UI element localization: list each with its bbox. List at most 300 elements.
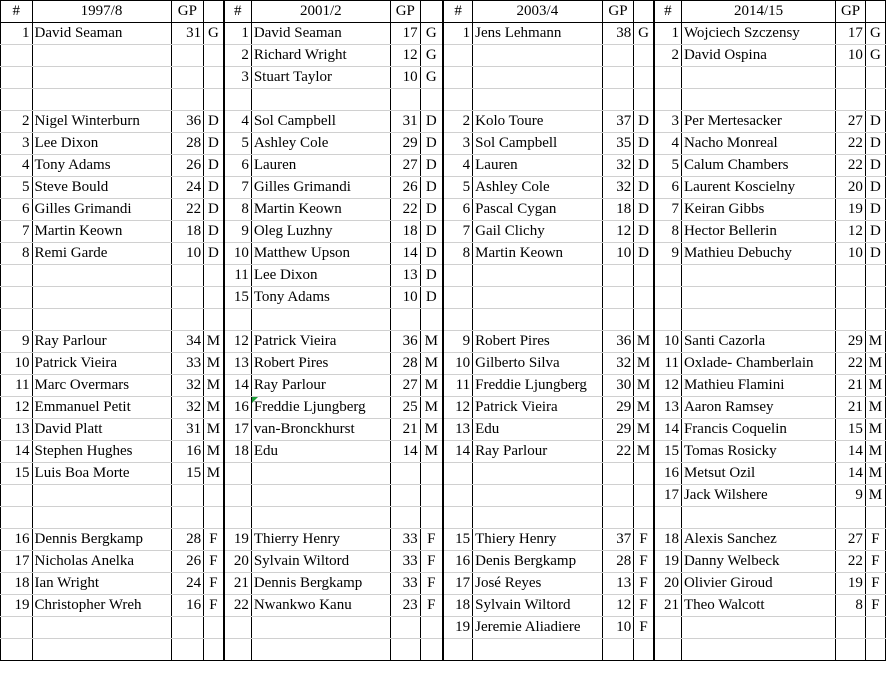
cell-name[interactable] — [251, 89, 390, 111]
cell-name[interactable]: Ray Parlour — [473, 441, 602, 463]
cell-gp[interactable] — [171, 485, 204, 507]
cell-gp[interactable]: 12 — [836, 221, 866, 243]
cell-gp[interactable]: 32 — [602, 155, 634, 177]
cell-pos[interactable]: G — [865, 23, 885, 45]
cell-gp[interactable]: 14 — [390, 441, 420, 463]
header-gp[interactable]: GP — [836, 1, 866, 23]
cell-gp[interactable]: 38 — [602, 23, 634, 45]
cell-num[interactable]: 20 — [224, 551, 252, 573]
cell-gp[interactable]: 26 — [171, 155, 204, 177]
cell-gp[interactable] — [171, 617, 204, 639]
cell-num[interactable] — [224, 507, 252, 529]
cell-num[interactable]: 19 — [224, 529, 252, 551]
cell-pos[interactable] — [634, 639, 654, 661]
cell-pos[interactable] — [420, 485, 443, 507]
cell-pos[interactable]: M — [865, 353, 885, 375]
cell-gp[interactable]: 10 — [390, 287, 420, 309]
cell-num[interactable] — [1, 265, 33, 287]
cell-gp[interactable]: 33 — [390, 551, 420, 573]
cell-pos[interactable] — [204, 309, 224, 331]
cell-num[interactable]: 19 — [1, 595, 33, 617]
cell-num[interactable]: 2 — [224, 45, 252, 67]
cell-name[interactable]: Ashley Cole — [251, 133, 390, 155]
header-season-1[interactable]: 1997/8 — [32, 1, 171, 23]
cell-gp[interactable] — [171, 45, 204, 67]
cell-gp[interactable]: 32 — [602, 353, 634, 375]
cell-name[interactable]: Sol Campbell — [251, 111, 390, 133]
cell-num[interactable]: 17 — [1, 551, 33, 573]
cell-gp[interactable]: 21 — [390, 419, 420, 441]
cell-name[interactable] — [681, 309, 835, 331]
cell-pos[interactable]: D — [420, 111, 443, 133]
cell-name[interactable]: Jens Lehmann — [473, 23, 602, 45]
header-pos-blank[interactable] — [865, 1, 885, 23]
cell-name[interactable]: Per Mertesacker — [681, 111, 835, 133]
cell-name[interactable]: Alexis Sanchez — [681, 529, 835, 551]
cell-gp[interactable]: 26 — [390, 177, 420, 199]
cell-gp[interactable]: 31 — [390, 111, 420, 133]
cell-pos[interactable]: D — [634, 221, 654, 243]
cell-pos[interactable]: F — [634, 595, 654, 617]
cell-name[interactable]: Nwankwo Kanu — [251, 595, 390, 617]
cell-pos[interactable]: D — [204, 243, 224, 265]
cell-num[interactable]: 5 — [224, 133, 252, 155]
cell-pos[interactable]: F — [634, 573, 654, 595]
cell-name[interactable]: Tony Adams — [32, 155, 171, 177]
cell-num[interactable]: 13 — [224, 353, 252, 375]
cell-gp[interactable]: 29 — [602, 419, 634, 441]
header-num[interactable]: # — [654, 1, 682, 23]
cell-gp[interactable] — [171, 67, 204, 89]
cell-name[interactable] — [681, 617, 835, 639]
cell-num[interactable]: 16 — [443, 551, 473, 573]
cell-gp[interactable]: 18 — [602, 199, 634, 221]
cell-pos[interactable]: F — [420, 573, 443, 595]
cell-name[interactable]: Edu — [251, 441, 390, 463]
cell-num[interactable]: 1 — [1, 23, 33, 45]
cell-num[interactable]: 3 — [1, 133, 33, 155]
header-num[interactable]: # — [443, 1, 473, 23]
cell-name[interactable]: Kolo Toure — [473, 111, 602, 133]
cell-name[interactable]: Edu — [473, 419, 602, 441]
cell-name[interactable]: Nigel Winterburn — [32, 111, 171, 133]
cell-pos[interactable] — [634, 45, 654, 67]
cell-name[interactable] — [473, 463, 602, 485]
cell-gp[interactable]: 16 — [171, 441, 204, 463]
cell-num[interactable]: 7 — [224, 177, 252, 199]
cell-name[interactable]: Patrick Vieira — [473, 397, 602, 419]
cell-name[interactable]: Marc Overmars — [32, 375, 171, 397]
cell-num[interactable]: 11 — [1, 375, 33, 397]
cell-num[interactable]: 12 — [1, 397, 33, 419]
cell-gp[interactable]: 12 — [390, 45, 420, 67]
cell-gp[interactable]: 29 — [390, 133, 420, 155]
cell-gp[interactable]: 35 — [602, 133, 634, 155]
cell-name[interactable]: Tony Adams — [251, 287, 390, 309]
cell-name[interactable]: Lee Dixon — [251, 265, 390, 287]
cell-gp[interactable]: 13 — [390, 265, 420, 287]
cell-name[interactable]: Lauren — [251, 155, 390, 177]
cell-pos[interactable]: F — [420, 529, 443, 551]
cell-pos[interactable]: M — [865, 331, 885, 353]
cell-pos[interactable]: D — [204, 199, 224, 221]
cell-pos[interactable]: G — [420, 45, 443, 67]
cell-num[interactable] — [443, 67, 473, 89]
cell-pos[interactable]: D — [634, 111, 654, 133]
cell-pos[interactable] — [634, 67, 654, 89]
cell-name[interactable] — [251, 507, 390, 529]
cell-name[interactable]: Danny Welbeck — [681, 551, 835, 573]
cell-pos[interactable]: M — [204, 397, 224, 419]
cell-name[interactable]: Robert Pires — [251, 353, 390, 375]
cell-name[interactable]: Laurent Koscielny — [681, 177, 835, 199]
cell-pos[interactable]: M — [634, 419, 654, 441]
cell-num[interactable] — [443, 485, 473, 507]
cell-name[interactable] — [32, 265, 171, 287]
cell-num[interactable]: 8 — [443, 243, 473, 265]
cell-name[interactable] — [681, 67, 835, 89]
cell-num[interactable]: 15 — [654, 441, 682, 463]
cell-name[interactable]: Ray Parlour — [32, 331, 171, 353]
cell-pos[interactable]: F — [865, 529, 885, 551]
cell-gp[interactable] — [390, 617, 420, 639]
cell-name[interactable]: van-Bronckhurst — [251, 419, 390, 441]
cell-num[interactable]: 15 — [443, 529, 473, 551]
cell-name[interactable]: José Reyes — [473, 573, 602, 595]
cell-name[interactable]: Nicholas Anelka — [32, 551, 171, 573]
cell-num[interactable]: 19 — [654, 551, 682, 573]
cell-name[interactable] — [473, 45, 602, 67]
cell-gp[interactable]: 33 — [390, 573, 420, 595]
cell-name[interactable]: Wojciech Szczensy — [681, 23, 835, 45]
cell-name[interactable] — [251, 639, 390, 661]
cell-pos[interactable]: F — [865, 595, 885, 617]
cell-name[interactable] — [32, 507, 171, 529]
cell-pos[interactable]: M — [420, 353, 443, 375]
cell-gp[interactable] — [390, 507, 420, 529]
cell-gp[interactable]: 12 — [602, 595, 634, 617]
cell-name[interactable] — [473, 265, 602, 287]
cell-pos[interactable]: D — [865, 221, 885, 243]
cell-gp[interactable] — [836, 639, 866, 661]
cell-num[interactable]: 1 — [443, 23, 473, 45]
cell-gp[interactable]: 19 — [836, 199, 866, 221]
cell-gp[interactable]: 27 — [836, 529, 866, 551]
cell-name[interactable]: Gilberto Silva — [473, 353, 602, 375]
cell-gp[interactable]: 10 — [602, 617, 634, 639]
cell-num[interactable]: 7 — [443, 221, 473, 243]
cell-name[interactable] — [473, 309, 602, 331]
cell-gp[interactable] — [171, 507, 204, 529]
cell-gp[interactable]: 18 — [171, 221, 204, 243]
cell-pos[interactable]: F — [420, 551, 443, 573]
cell-name[interactable]: David Seaman — [32, 23, 171, 45]
header-season-4[interactable]: 2014/15 — [681, 1, 835, 23]
cell-name[interactable] — [251, 309, 390, 331]
cell-name[interactable]: Denis Bergkamp — [473, 551, 602, 573]
cell-pos[interactable] — [420, 89, 443, 111]
cell-name[interactable] — [32, 67, 171, 89]
cell-gp[interactable]: 28 — [171, 133, 204, 155]
cell-gp[interactable] — [602, 265, 634, 287]
cell-pos[interactable] — [865, 287, 885, 309]
cell-name[interactable]: Jack Wilshere — [681, 485, 835, 507]
cell-gp[interactable]: 36 — [171, 111, 204, 133]
cell-gp[interactable] — [836, 617, 866, 639]
cell-name[interactable]: David Seaman — [251, 23, 390, 45]
cell-gp[interactable]: 29 — [836, 331, 866, 353]
cell-name[interactable]: Sylvain Wiltord — [251, 551, 390, 573]
cell-pos[interactable]: D — [204, 177, 224, 199]
cell-gp[interactable]: 10 — [836, 243, 866, 265]
cell-pos[interactable]: D — [420, 133, 443, 155]
cell-pos[interactable]: G — [420, 23, 443, 45]
cell-pos[interactable]: F — [420, 595, 443, 617]
cell-gp[interactable]: 24 — [171, 177, 204, 199]
cell-num[interactable]: 19 — [443, 617, 473, 639]
cell-pos[interactable]: M — [634, 331, 654, 353]
cell-gp[interactable] — [602, 639, 634, 661]
header-pos-blank[interactable] — [420, 1, 443, 23]
cell-pos[interactable] — [634, 265, 654, 287]
cell-pos[interactable] — [865, 507, 885, 529]
cell-num[interactable] — [224, 485, 252, 507]
cell-gp[interactable]: 28 — [390, 353, 420, 375]
cell-name[interactable]: Keiran Gibbs — [681, 199, 835, 221]
cell-name[interactable]: Oleg Luzhny — [251, 221, 390, 243]
cell-name[interactable]: Thierry Henry — [251, 529, 390, 551]
cell-pos[interactable]: M — [865, 485, 885, 507]
cell-pos[interactable]: M — [204, 353, 224, 375]
cell-num[interactable] — [1, 485, 33, 507]
cell-pos[interactable] — [634, 507, 654, 529]
cell-name[interactable]: Dennis Bergkamp — [32, 529, 171, 551]
cell-num[interactable]: 9 — [443, 331, 473, 353]
header-gp[interactable]: GP — [171, 1, 204, 23]
cell-num[interactable]: 1 — [654, 23, 682, 45]
cell-num[interactable]: 3 — [443, 133, 473, 155]
cell-pos[interactable]: D — [420, 177, 443, 199]
cell-gp[interactable]: 10 — [171, 243, 204, 265]
cell-pos[interactable]: M — [204, 463, 224, 485]
cell-name[interactable]: Gilles Grimandi — [251, 177, 390, 199]
cell-gp[interactable]: 31 — [171, 23, 204, 45]
cell-name[interactable] — [32, 287, 171, 309]
cell-num[interactable]: 2 — [1, 111, 33, 133]
header-pos-blank[interactable] — [204, 1, 224, 23]
cell-pos[interactable]: G — [420, 67, 443, 89]
cell-num[interactable]: 3 — [654, 111, 682, 133]
cell-num[interactable]: 5 — [443, 177, 473, 199]
cell-name[interactable] — [473, 507, 602, 529]
cell-pos[interactable] — [204, 639, 224, 661]
cell-num[interactable] — [224, 639, 252, 661]
cell-pos[interactable]: D — [634, 199, 654, 221]
cell-pos[interactable]: D — [634, 155, 654, 177]
cell-gp[interactable]: 27 — [390, 155, 420, 177]
header-season-3[interactable]: 2003/4 — [473, 1, 602, 23]
cell-pos[interactable] — [634, 485, 654, 507]
cell-num[interactable]: 5 — [654, 155, 682, 177]
cell-pos[interactable]: D — [204, 111, 224, 133]
cell-num[interactable]: 16 — [654, 463, 682, 485]
cell-num[interactable]: 21 — [654, 595, 682, 617]
cell-gp[interactable]: 33 — [390, 529, 420, 551]
cell-pos[interactable]: M — [865, 441, 885, 463]
cell-pos[interactable]: F — [865, 573, 885, 595]
cell-pos[interactable] — [420, 507, 443, 529]
cell-name[interactable]: Freddie Ljungberg — [251, 397, 390, 419]
cell-num[interactable] — [654, 507, 682, 529]
cell-name[interactable] — [681, 507, 835, 529]
cell-pos[interactable] — [865, 617, 885, 639]
cell-name[interactable]: Pascal Cygan — [473, 199, 602, 221]
cell-name[interactable] — [473, 485, 602, 507]
cell-pos[interactable]: D — [634, 243, 654, 265]
cell-gp[interactable]: 10 — [836, 45, 866, 67]
cell-num[interactable]: 8 — [654, 221, 682, 243]
cell-name[interactable]: Emmanuel Petit — [32, 397, 171, 419]
cell-gp[interactable]: 22 — [602, 441, 634, 463]
cell-num[interactable]: 13 — [443, 419, 473, 441]
cell-num[interactable] — [1, 617, 33, 639]
cell-gp[interactable] — [602, 89, 634, 111]
cell-name[interactable]: Metsut Ozil — [681, 463, 835, 485]
cell-pos[interactable] — [634, 463, 654, 485]
cell-pos[interactable]: D — [865, 133, 885, 155]
cell-pos[interactable]: D — [634, 177, 654, 199]
cell-gp[interactable] — [602, 287, 634, 309]
cell-num[interactable]: 2 — [443, 111, 473, 133]
cell-pos[interactable]: D — [204, 221, 224, 243]
cell-gp[interactable] — [171, 639, 204, 661]
cell-gp[interactable]: 15 — [171, 463, 204, 485]
cell-gp[interactable] — [836, 287, 866, 309]
cell-gp[interactable] — [602, 45, 634, 67]
cell-name[interactable] — [473, 287, 602, 309]
cell-gp[interactable]: 21 — [836, 397, 866, 419]
cell-name[interactable] — [32, 485, 171, 507]
cell-name[interactable]: Nacho Monreal — [681, 133, 835, 155]
cell-pos[interactable]: M — [634, 375, 654, 397]
cell-name[interactable]: Dennis Bergkamp — [251, 573, 390, 595]
cell-pos[interactable]: F — [634, 617, 654, 639]
cell-name[interactable]: Calum Chambers — [681, 155, 835, 177]
cell-gp[interactable]: 17 — [390, 23, 420, 45]
cell-name[interactable]: Hector Bellerin — [681, 221, 835, 243]
header-pos-blank[interactable] — [634, 1, 654, 23]
cell-num[interactable] — [443, 463, 473, 485]
cell-num[interactable]: 17 — [443, 573, 473, 595]
cell-gp[interactable]: 24 — [171, 573, 204, 595]
cell-gp[interactable]: 22 — [836, 133, 866, 155]
cell-pos[interactable] — [204, 67, 224, 89]
cell-num[interactable]: 15 — [1, 463, 33, 485]
cell-num[interactable]: 4 — [443, 155, 473, 177]
cell-num[interactable] — [443, 639, 473, 661]
cell-name[interactable]: Aaron Ramsey — [681, 397, 835, 419]
cell-pos[interactable]: M — [865, 463, 885, 485]
cell-name[interactable]: Christopher Wreh — [32, 595, 171, 617]
cell-pos[interactable] — [634, 287, 654, 309]
cell-gp[interactable]: 27 — [390, 375, 420, 397]
cell-num[interactable]: 10 — [654, 331, 682, 353]
cell-pos[interactable]: D — [865, 111, 885, 133]
cell-gp[interactable]: 31 — [171, 419, 204, 441]
cell-name[interactable]: Theo Walcott — [681, 595, 835, 617]
cell-name[interactable]: Francis Coquelin — [681, 419, 835, 441]
cell-name[interactable]: Sylvain Wiltord — [473, 595, 602, 617]
cell-num[interactable]: 18 — [1, 573, 33, 595]
cell-num[interactable] — [443, 89, 473, 111]
cell-num[interactable]: 11 — [224, 265, 252, 287]
cell-gp[interactable]: 28 — [171, 529, 204, 551]
header-gp[interactable]: GP — [390, 1, 420, 23]
cell-gp[interactable] — [390, 639, 420, 661]
cell-name[interactable]: David Ospina — [681, 45, 835, 67]
cell-name[interactable]: Oxlade- Chamberlain — [681, 353, 835, 375]
cell-name[interactable] — [681, 265, 835, 287]
cell-num[interactable]: 5 — [1, 177, 33, 199]
cell-num[interactable]: 17 — [654, 485, 682, 507]
cell-pos[interactable]: M — [865, 375, 885, 397]
header-num[interactable]: # — [1, 1, 33, 23]
cell-num[interactable] — [1, 309, 33, 331]
cell-gp[interactable] — [390, 463, 420, 485]
cell-num[interactable] — [654, 639, 682, 661]
cell-name[interactable] — [32, 89, 171, 111]
cell-gp[interactable]: 22 — [836, 353, 866, 375]
cell-gp[interactable]: 16 — [171, 595, 204, 617]
cell-gp[interactable]: 36 — [390, 331, 420, 353]
cell-num[interactable] — [654, 309, 682, 331]
cell-gp[interactable] — [602, 485, 634, 507]
cell-pos[interactable]: M — [865, 397, 885, 419]
cell-gp[interactable] — [171, 287, 204, 309]
cell-gp[interactable] — [836, 67, 866, 89]
cell-name[interactable]: Gail Clichy — [473, 221, 602, 243]
cell-gp[interactable] — [602, 463, 634, 485]
cell-num[interactable]: 18 — [443, 595, 473, 617]
cell-num[interactable]: 10 — [1, 353, 33, 375]
cell-name[interactable]: Sol Campbell — [473, 133, 602, 155]
cell-num[interactable]: 1 — [224, 23, 252, 45]
cell-num[interactable] — [654, 617, 682, 639]
cell-gp[interactable]: 25 — [390, 397, 420, 419]
cell-pos[interactable] — [204, 89, 224, 111]
cell-name[interactable]: Freddie Ljungberg — [473, 375, 602, 397]
cell-num[interactable]: 7 — [1, 221, 33, 243]
cell-name[interactable] — [251, 617, 390, 639]
cell-name[interactable]: Gilles Grimandi — [32, 199, 171, 221]
cell-name[interactable]: Thiery Henry — [473, 529, 602, 551]
cell-num[interactable] — [443, 309, 473, 331]
cell-pos[interactable]: M — [634, 397, 654, 419]
cell-num[interactable]: 12 — [224, 331, 252, 353]
cell-num[interactable]: 2 — [654, 45, 682, 67]
cell-num[interactable]: 6 — [654, 177, 682, 199]
cell-pos[interactable]: D — [420, 221, 443, 243]
cell-gp[interactable]: 26 — [171, 551, 204, 573]
cell-num[interactable] — [224, 617, 252, 639]
cell-name[interactable] — [32, 639, 171, 661]
cell-name[interactable] — [681, 639, 835, 661]
cell-name[interactable]: David Platt — [32, 419, 171, 441]
cell-gp[interactable]: 10 — [390, 67, 420, 89]
cell-num[interactable]: 9 — [654, 243, 682, 265]
cell-name[interactable]: Santi Cazorla — [681, 331, 835, 353]
cell-pos[interactable]: F — [204, 529, 224, 551]
